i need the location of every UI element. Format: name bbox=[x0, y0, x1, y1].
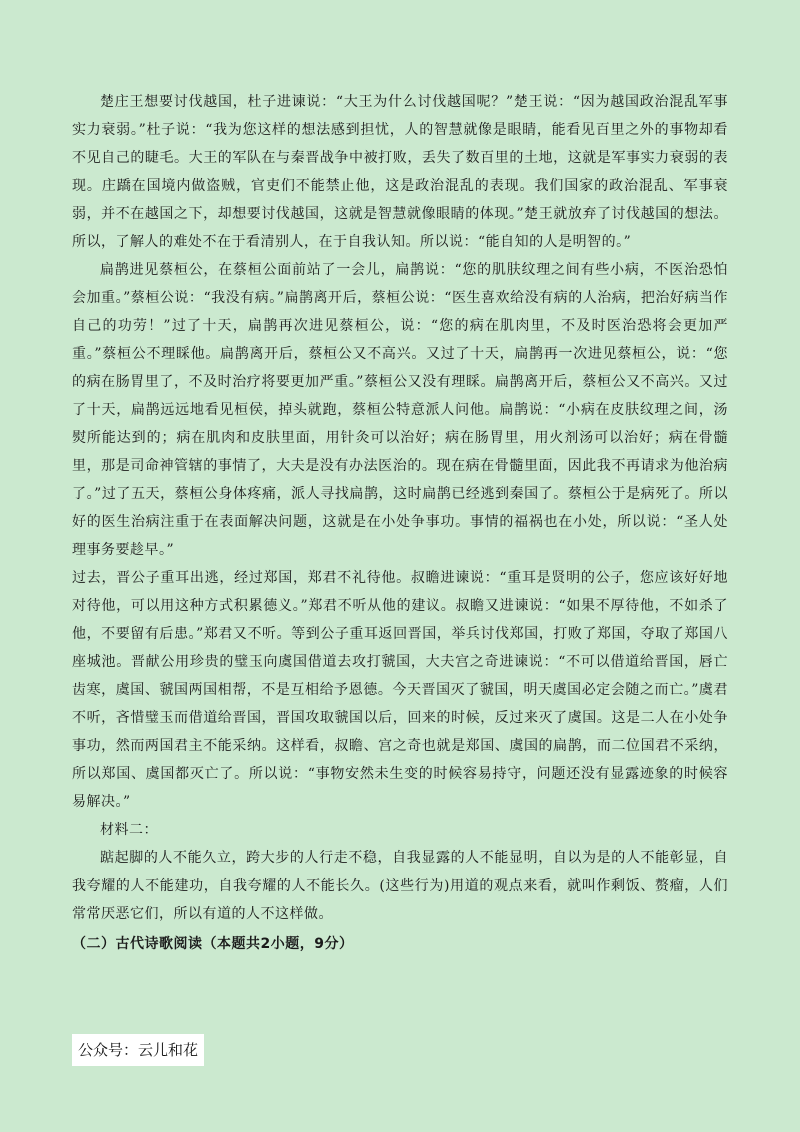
document-body bbox=[72, 88, 728, 958]
paragraph-bian-que: 扁鹊进见蔡桓公，在蔡桓公面前站了一会儿，扁鹊说：“您的肌肤纹理之间有些小病，不医治恐怕会加重。”蔡桓公说：“我没有病。”扁鹊离开后，蔡桓公说：“医生喜欢给没有病的人治病，把治好病当作自己的功劳！”过了十天，扁鹊再次进见蔡桓公，说：“您的病在肌肉里，不及时医治恐将会更加严重。”蔡桓公不理睬他。扁鹊离开后，蔡桓公又不高兴。又过了十天，扁鹊再一次进见蔡桓公，说：“您的病在肠胃里了，不及时治疗将要更加严重。”蔡桓公又没有理睬。扁鹊离开后，蔡桓公又不高兴。又过了十天，扁鹊远远地看见桓侯，掉头就跑，蔡桓公特意派人问他。扁鹊说：“小病在皮肤纹理之间，汤熨所能达到的；病在肌肉和皮肤里面，用针灸可以治好；病在肠胃里，用火剂汤可以治好；病在骨髓里，那是司命神管辖的事情了，大夫是没有办法医治的。现在病在骨髓里面，因此我不再请求为他治病了。”过了五天，蔡桓公身体疼痛，派人寻找扁鹊，这时扁鹊已经逃到秦国了。蔡桓公于是病死了。所以好的医生治病注重于在表面解决问题，这就是在小处争事功。事情的福祸也在小处，所以说：“圣人处理事务要趁早。” bbox=[72, 262, 728, 558]
material-two-label: 材料二： bbox=[100, 822, 158, 838]
paragraph-chong-er: 过去，晋公子重耳出逃，经过郑国，郑君不礼待他。叔瞻进谏说：“重耳是贤明的公子，您应该好好地对待他，可以用这种方式积累德义。”郑君不听从他的建议。叔瞻又进谏说：“如果不厚待他，不如杀了他，不要留有后患。”郑君又不听。等到公子重耳返回晋国，举兵讨伐郑国，打败了郑国，夺取了郑国八座城池。晋献公用珍贵的璧玉向虞国借道去攻打虢国，大夫宫之奇进谏说：“不可以借道给晋国，唇亡齿寒，虞国、虢国两国相帮，不是互相给予恩德。今天晋国灭了虢国，明天虞国必定会随之而亡。”虞君不听，吝惜璧玉而借道给晋国，晋国攻取虢国以后，回来的时候，反过来灭了虞国。这是二人在小处争事功，然而两国君主不能采纳。这样看，叔瞻、宫之奇也就是郑国、虞国的扁鹊，而二位国君不采纳，所以郑国、虞国都灭亡了。所以说：“事物安然未生变的时候容易持守，问题还没有显露迹象的时候容易解决。” bbox=[72, 570, 728, 810]
paragraph-dao: 踮起脚的人不能久立，跨大步的人行走不稳，自我显露的人不能显明，自以为是的人不能彰显，自我夸耀的人不能建功，自我夸耀的人不能长久。(这些行为)用道的观点来看，就叫作剩饭、赘瘤，人们常常厌恶它们，所以有道的人不这样做。 bbox=[72, 850, 728, 922]
section-heading-poetry: （二）古代诗歌阅读（本题共2小题，9分） bbox=[72, 936, 354, 952]
watermark-label: 公众号：云儿和花 bbox=[72, 1034, 204, 1066]
paragraph-chu-zhuang-wang: 楚庄王想要讨伐越国，杜子进谏说：“大王为什么讨伐越国呢？”楚王说：“因为越国政治混乱军事实力衰弱。”杜子说：“我为您这样的想法感到担忧，人的智慧就像是眼睛，能看见百里之外的事物却看不见自己的睫毛。大王的军队在与秦晋战争中被打败，丢失了数百里的土地，这就是军事实力衰弱的表现。庄蹻在国境内做盗贼，官吏们不能禁止他，这是政治混乱的表现。我们国家的政治混乱、军事衰弱，并不在越国之下，却想要讨伐越国，这就是智慧就像眼睛的体现。”楚王就放弃了讨伐越国的想法。所以，了解人的难处不在于看清别人，在于自我认知。所以说：“能自知的人是明智的。” bbox=[72, 94, 728, 250]
